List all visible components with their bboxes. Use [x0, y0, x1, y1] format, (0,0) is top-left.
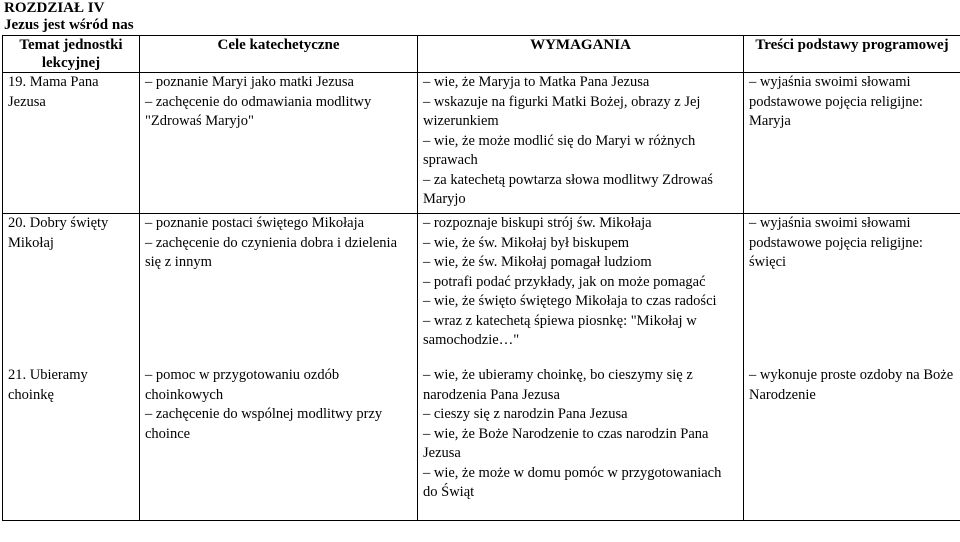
column-header-topic: Temat jednostki lekcyjnej	[3, 36, 140, 73]
topic-cell	[3, 73, 140, 214]
column-header-curriculum: Treści podstawy programowej	[744, 36, 960, 73]
goals-cell	[140, 73, 418, 214]
requirement-item: – wie, że Maryja to Matka Pana Jezusa	[423, 74, 650, 90]
requirement-item: – wie, że św. Mikołaj był biskupem	[423, 234, 630, 251]
requirement-item: – wie, że św. Mikołaj pomagał ludziom	[423, 254, 652, 270]
requirement-item: – cieszy się z narodzin Pana Jezusa	[423, 406, 628, 422]
table-row	[3, 366, 960, 521]
curriculum-cell	[744, 73, 960, 214]
column-header-goals: Cele katechetyczne	[140, 36, 418, 73]
curriculum-text: – wykonuje proste ozdoby na Boże Narodzenie	[749, 367, 954, 403]
goal-item: – zachęcenie do czynienia dobra i dzielenia się z innym	[145, 234, 398, 270]
requirement-item: – wie, że Boże Narodzenie to czas narodzin Pana Jezusa	[423, 425, 709, 461]
requirements-cell	[418, 366, 744, 521]
goal-item: – poznanie postaci świętego Mikołaja	[145, 215, 365, 231]
requirement-item: – za katechetą powtarza słowa modlitwy Zdrowaś Maryjo	[423, 171, 713, 207]
topic-text: 20. Dobry święty Mikołaj	[8, 215, 109, 251]
table-header-row	[3, 36, 960, 73]
goal-item: – pomoc w przygotowaniu ozdób choinkowych	[145, 367, 340, 403]
topic-cell	[3, 366, 140, 521]
requirements-cell	[418, 214, 744, 367]
curriculum-cell	[744, 366, 960, 521]
topic-text: 19. Mama Pana Jezusa	[8, 74, 99, 110]
requirement-item: – wie, że święto świętego Mikołaja to czas radości	[423, 293, 717, 309]
curriculum-text: – wyjaśnia swoimi słowami podstawowe pojęcia religijne: święci	[749, 215, 923, 270]
curriculum-table	[2, 35, 960, 521]
requirement-item: – wskazuje na figurki Matki Bożej, obrazy z Jej wizerunkiem	[423, 93, 701, 129]
goal-item: – zachęcenie do wspólnej modlitwy przy choince	[145, 406, 383, 442]
requirement-item: – rozpoznaje biskupi strój św. Mikołaja	[423, 215, 652, 231]
goal-item: – poznanie Maryi jako matki Jezusa	[145, 74, 354, 90]
requirement-item: – wie, że może modlić się do Maryi w różnych sprawach	[423, 132, 696, 168]
topic-text: 21. Ubieramy choinkę	[8, 367, 88, 403]
table-row	[3, 73, 960, 214]
chapter-subtitle: Jezus jest wśród nas	[4, 17, 134, 33]
requirement-item: – wie, że ubieramy choinkę, bo cieszymy się z narodzenia Pana Jezusa	[423, 367, 693, 403]
goals-cell	[140, 366, 418, 521]
chapter-title: ROZDZIAŁ IV	[4, 0, 105, 16]
curriculum-text: – wyjaśnia swoimi słowami podstawowe pojęcia religijne: Maryja	[749, 74, 923, 129]
requirement-item: – wie, że może w domu pomóc w przygotowaniach do Świąt	[423, 464, 722, 500]
topic-cell	[3, 214, 140, 367]
requirement-item: – wraz z katechetą śpiewa piosnkę: "Mikołaj w samochodzie…"	[423, 312, 697, 348]
requirements-cell	[418, 73, 744, 214]
curriculum-cell	[744, 214, 960, 367]
requirement-item: – potrafi podać przykłady, jak on może pomagać	[423, 273, 706, 290]
goal-item: – zachęcenie do odmawiania modlitwy "Zdrowaś Maryjo"	[145, 93, 372, 129]
column-header-requirements: WYMAGANIA	[418, 36, 744, 73]
table-row	[3, 214, 960, 367]
goals-cell	[140, 214, 418, 367]
